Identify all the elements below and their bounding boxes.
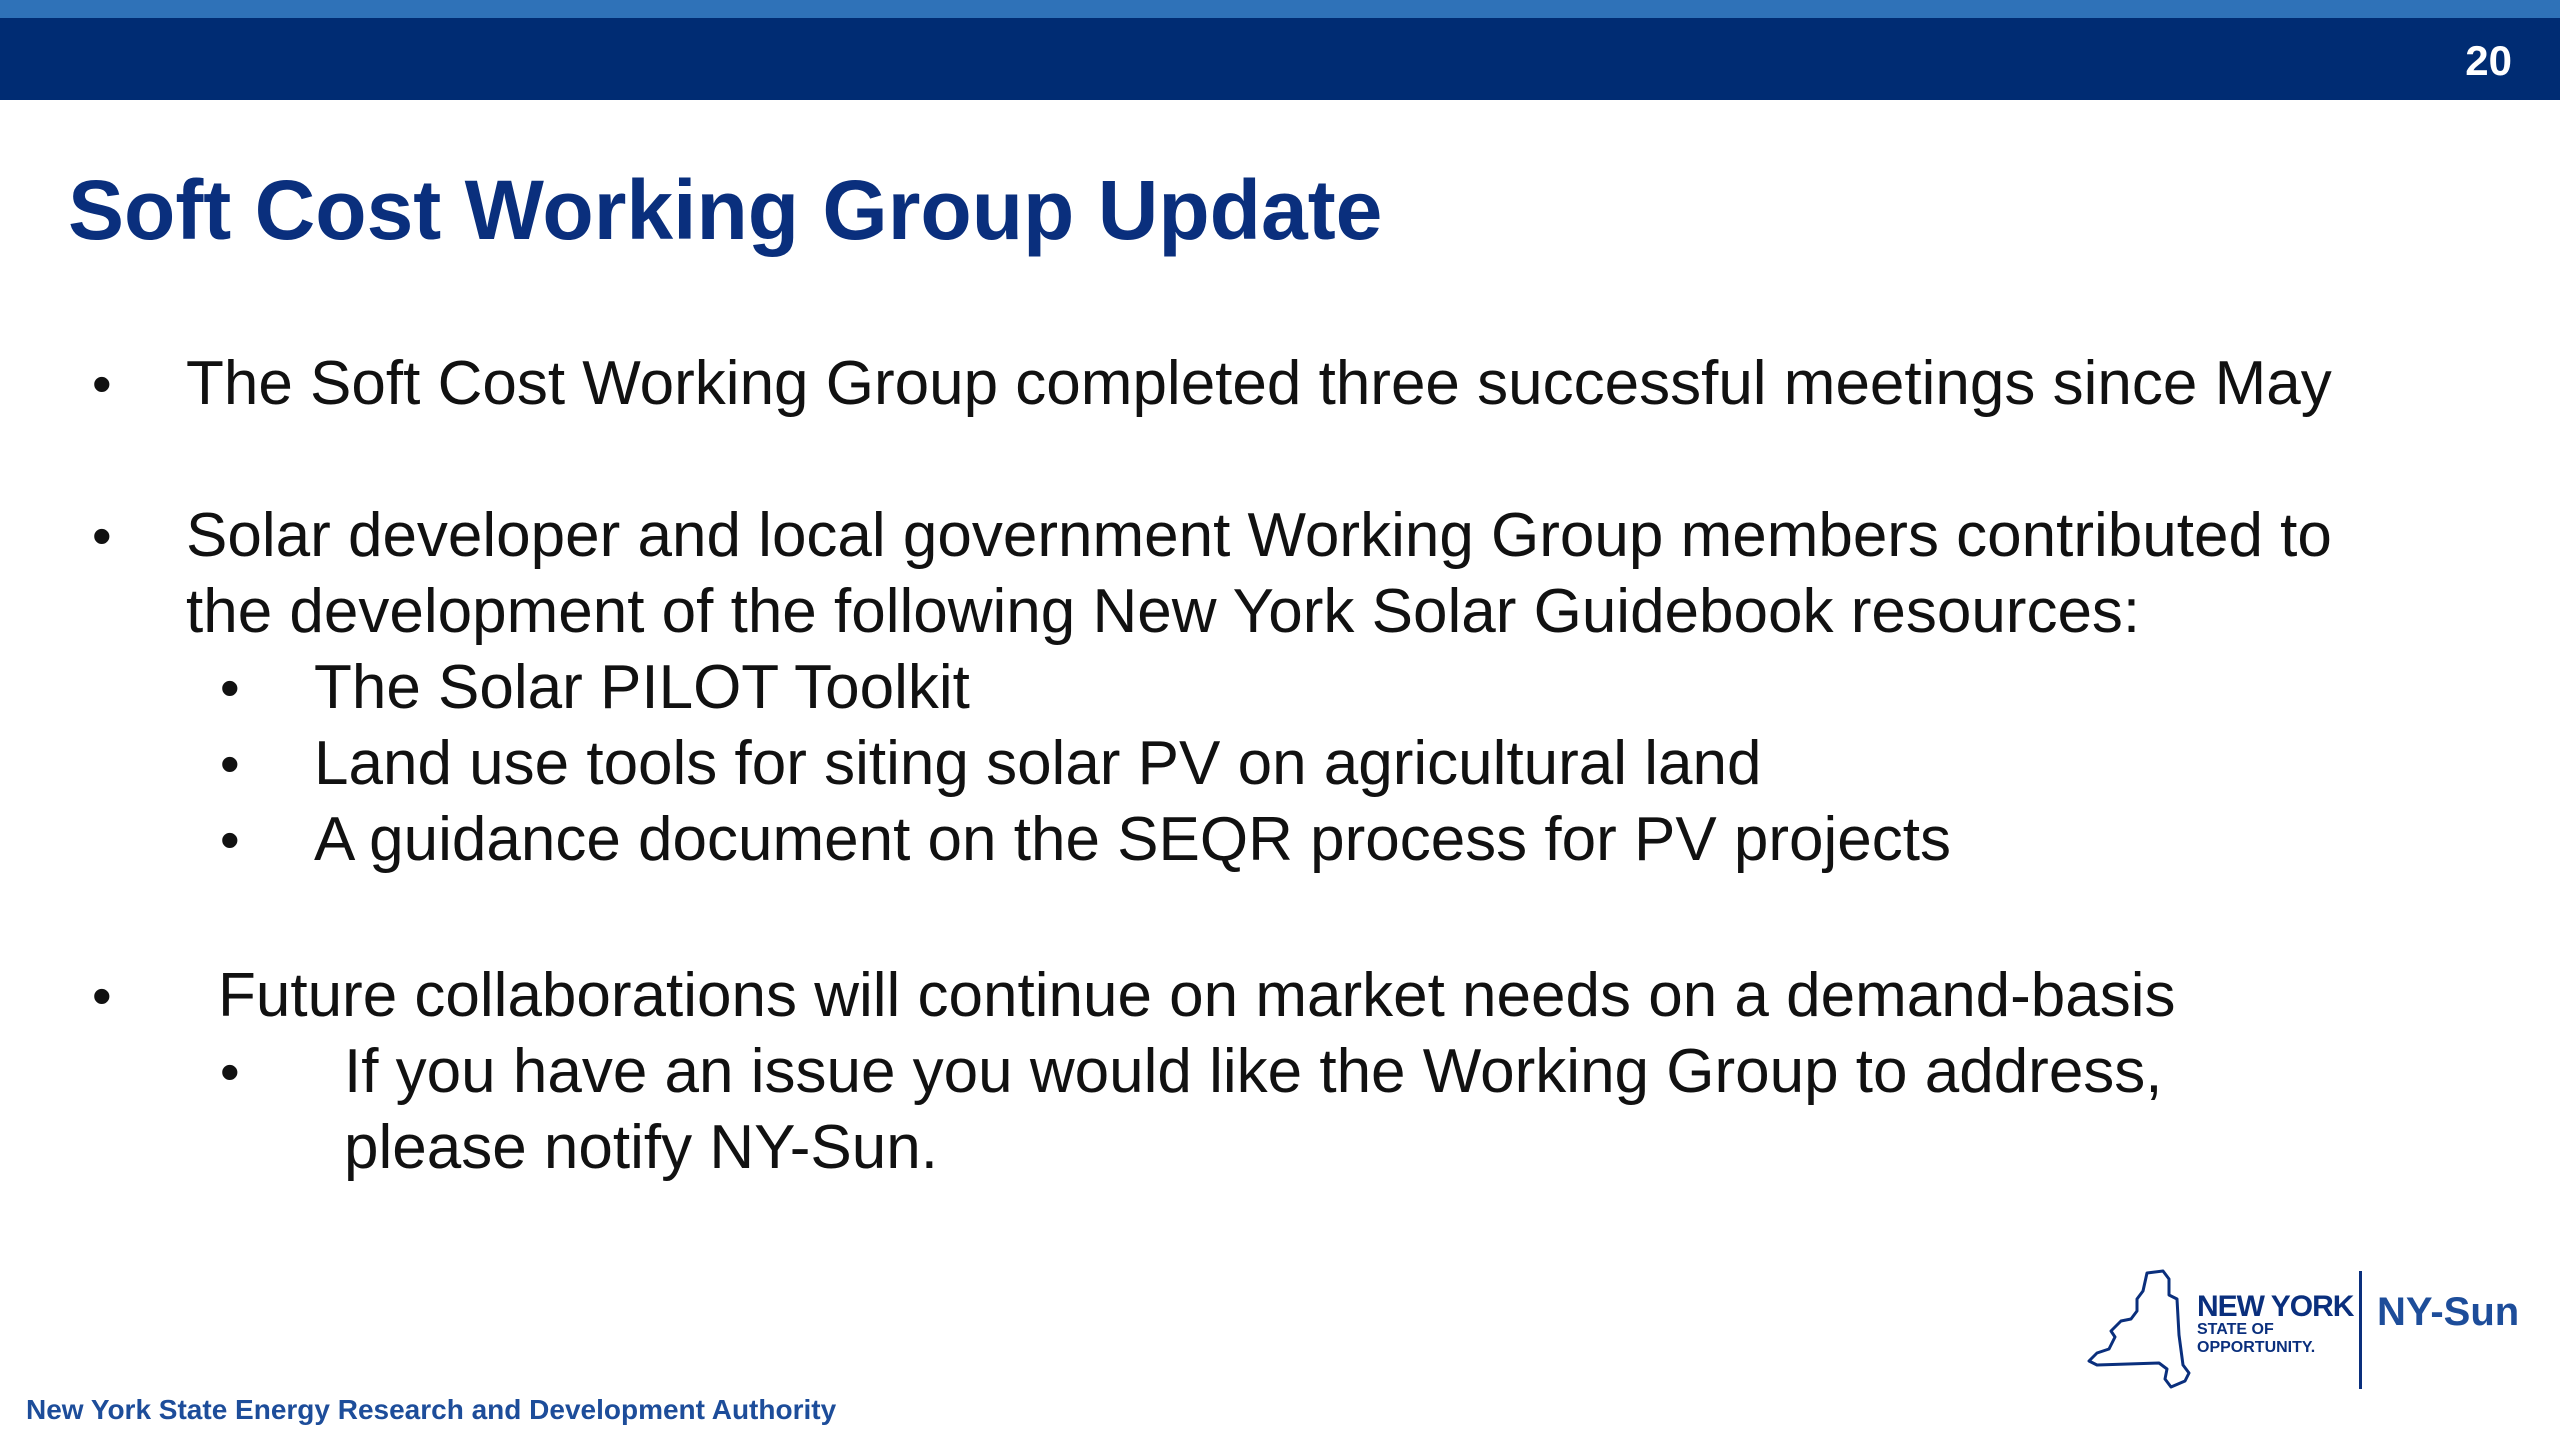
bullet-3-text: Future collaborations will continue on market needs on a demand-basis — [218, 961, 2176, 1030]
slide-number: 20 — [2465, 37, 2512, 84]
logo-divider — [2359, 1271, 2362, 1389]
logo-ny-sun-text: NY-Sun — [2377, 1290, 2520, 1334]
sub-bullet-glyph: • — [220, 656, 240, 719]
bullet-glyph: • — [92, 352, 112, 415]
bullet-1-text: The Soft Cost Working Group completed three successful meetings since May — [186, 349, 2332, 418]
bullet-3-sub-line-2: please notify NY-Sun. — [344, 1113, 938, 1182]
nys-nysun-logo — [2085, 1265, 2525, 1395]
bullet-glyph: • — [92, 504, 112, 567]
new-york-state-outline-icon — [2085, 1265, 2195, 1395]
logo-new-york-text: NEW YORK — [2197, 1290, 2354, 1323]
sub-bullet-glyph: • — [220, 1040, 240, 1103]
bullet-2-line-1: Solar developer and local government Working Group members contributed to — [186, 501, 2332, 570]
slide-title: Soft Cost Working Group Update — [68, 163, 1383, 257]
sub-bullet-glyph: • — [220, 808, 240, 871]
header-bar — [0, 18, 2560, 100]
bullet-glyph: • — [92, 964, 112, 1027]
logo-state-of-text: STATE OF — [2197, 1321, 2274, 1338]
sub-bullet-3: A guidance document on the SEQR process for PV projects — [314, 805, 1952, 874]
sub-bullet-2: Land use tools for siting solar PV on agricultural land — [314, 729, 1762, 798]
header-accent-stripe — [0, 0, 2560, 18]
bullet-2-line-2: the development of the following New York Solar Guidebook resources: — [186, 577, 2141, 646]
sub-bullet-glyph: • — [220, 732, 240, 795]
sub-bullet-1: The Solar PILOT Toolkit — [314, 653, 970, 722]
bullet-3-sub-line-1: If you have an issue you would like the Working Group to address, — [344, 1037, 2163, 1106]
logo-opportunity-text: OPPORTUNITY. — [2197, 1339, 2316, 1356]
footer-organization: New York State Energy Research and Development Authority — [26, 1394, 837, 1425]
